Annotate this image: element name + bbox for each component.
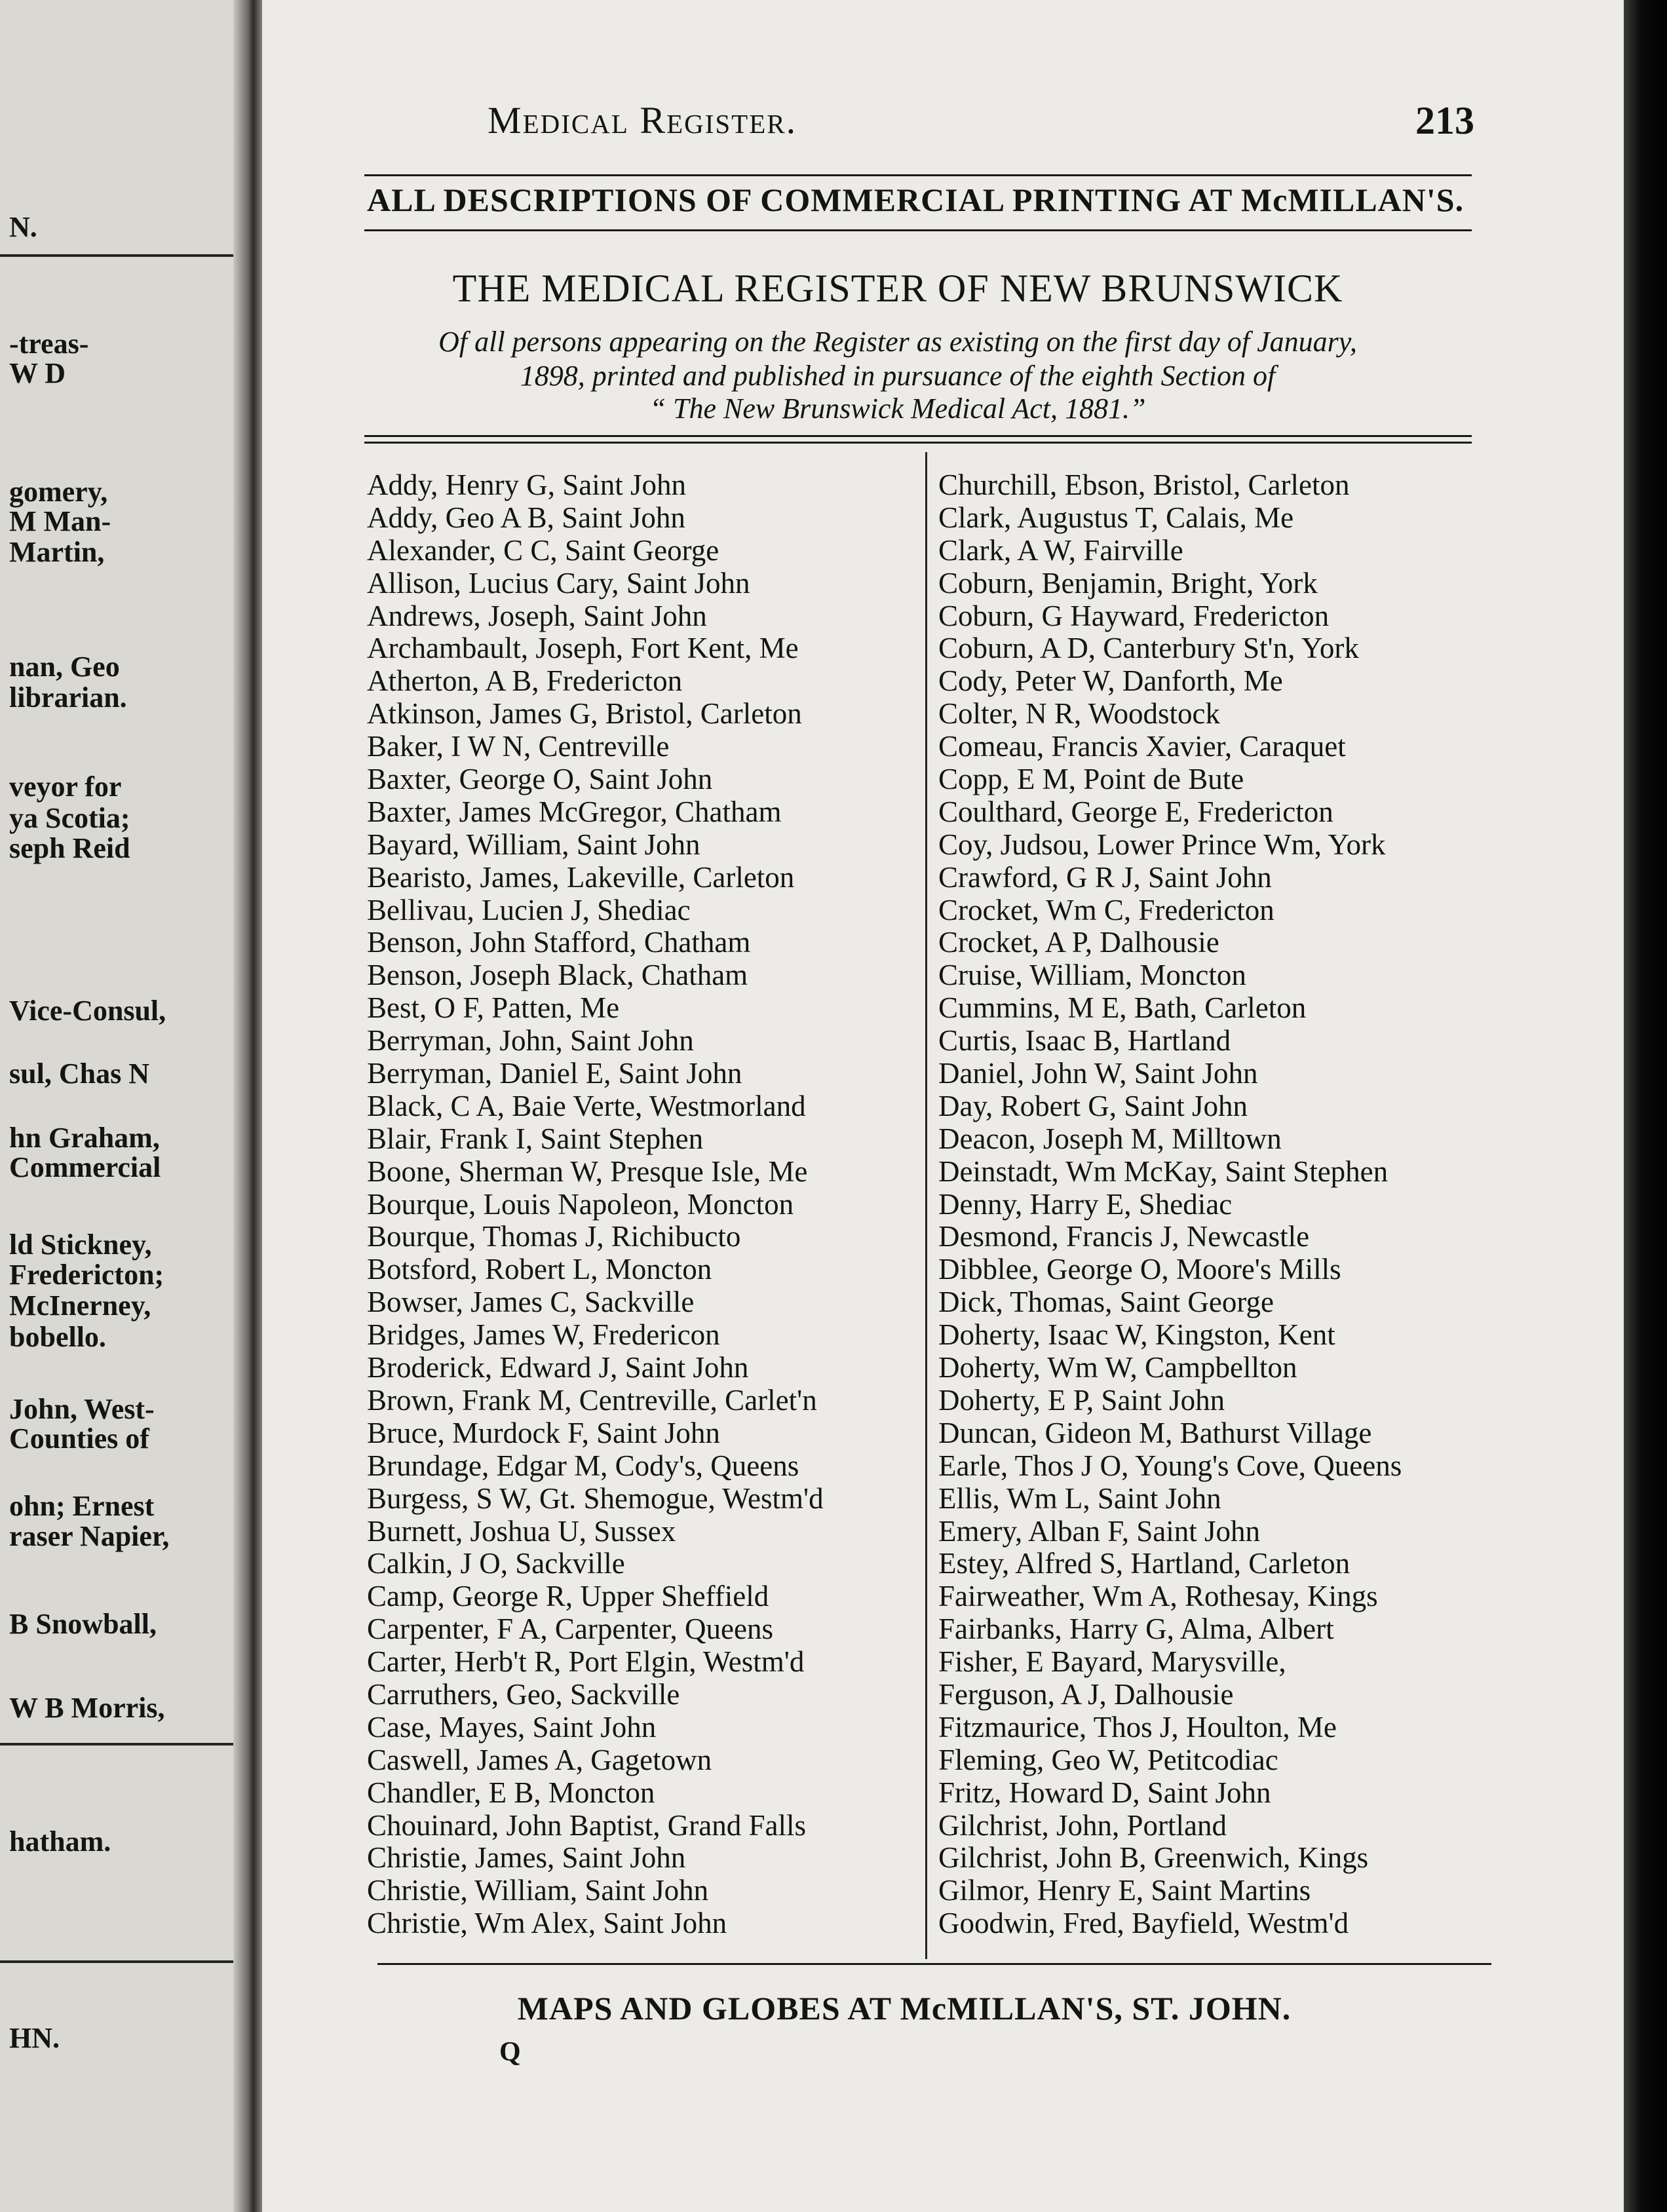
- register-entry: Dick, Thomas, Saint George: [938, 1286, 1274, 1319]
- register-entry: Deinstadt, Wm McKay, Saint Stephen: [938, 1154, 1389, 1188]
- register-entry: Brundage, Edgar M, Cody's, Queens: [367, 1449, 799, 1482]
- register-entry: Atkinson, James G, Bristol, Carleton: [367, 697, 802, 731]
- register-entry: Earle, Thos J O, Young's Cove, Queens: [938, 1449, 1402, 1482]
- register-entry: Cruise, William, Moncton: [938, 959, 1246, 992]
- register-entry: Colter, N R, Woodstock: [938, 697, 1220, 731]
- register-entry: Blair, Frank I, Saint Stephen: [367, 1122, 704, 1155]
- register-entry: Berryman, Daniel E, Saint John: [367, 1057, 742, 1090]
- register-entry: Fisher, E Bayard, Marysville,: [938, 1645, 1286, 1679]
- register-entry: Caswell, James A, Gagetown: [367, 1743, 712, 1776]
- footer-rule: [377, 1963, 1491, 1965]
- facing-page-line: librarian.: [9, 681, 127, 714]
- facing-page-line: ohn; Ernest: [9, 1490, 155, 1522]
- bottom-banner: MAPS AND GLOBES AT McMILLAN'S, ST. JOHN.: [517, 1990, 1292, 2027]
- register-entry: Carter, Herb't R, Port Elgin, Westm'd: [367, 1645, 805, 1679]
- register-entry: Curtis, Isaac B, Hartland: [938, 1024, 1231, 1058]
- register-entry: Coy, Judsou, Lower Prince Wm, York: [938, 828, 1386, 861]
- register-entry: Dibblee, George O, Moore's Mills: [938, 1253, 1341, 1286]
- facing-page-rule: [0, 1960, 236, 1963]
- register-entry: Andrews, Joseph, Saint John: [367, 599, 707, 632]
- register-entry: Bourque, Thomas J, Richibucto: [367, 1220, 741, 1253]
- register-entry: Clark, A W, Fairville: [938, 533, 1183, 567]
- register-entry: Coburn, G Hayward, Fredericton: [938, 599, 1330, 632]
- register-entry: Coburn, A D, Canterbury St'n, York: [938, 632, 1359, 665]
- signature-mark: Q: [499, 2037, 521, 2067]
- register-entry: Christie, Wm Alex, Saint John: [367, 1907, 727, 1940]
- register-entry: Coburn, Benjamin, Bright, York: [938, 566, 1318, 600]
- facing-page-line: sul, Chas N: [9, 1058, 149, 1090]
- facing-page-line: hn Graham,: [9, 1122, 160, 1154]
- register-entry: Goodwin, Fred, Bayfield, Westm'd: [938, 1907, 1349, 1940]
- facing-page-line: W D: [9, 357, 66, 389]
- register-entry: Berryman, John, Saint John: [367, 1024, 694, 1058]
- facing-page-fragment: [0, 0, 244, 2212]
- header-rule: [364, 174, 1472, 176]
- facing-page-line: Commercial: [9, 1151, 161, 1183]
- facing-page-line: McInerney,: [9, 1289, 151, 1322]
- facing-page-line: hatham.: [9, 1825, 111, 1858]
- register-entry: Fleming, Geo W, Petitcodiac: [938, 1743, 1278, 1776]
- facing-page-line: ld Stickney,: [9, 1229, 152, 1261]
- facing-page-line: gomery,: [9, 476, 108, 508]
- register-entry: Bayard, William, Saint John: [367, 828, 700, 861]
- facing-page-line: bobello.: [9, 1321, 106, 1353]
- register-entry: Bellivau, Lucien J, Shediac: [367, 893, 691, 926]
- register-entry: Doherty, Isaac W, Kingston, Kent: [938, 1318, 1335, 1352]
- register-entry: Deacon, Joseph M, Milltown: [938, 1122, 1282, 1155]
- register-entry: Chandler, E B, Moncton: [367, 1776, 655, 1809]
- register-entry: Best, O F, Patten, Me: [367, 991, 620, 1025]
- facing-page-line: N.: [9, 211, 37, 243]
- register-entry: Addy, Henry G, Saint John: [367, 468, 687, 501]
- register-entry: Addy, Geo A B, Saint John: [367, 501, 685, 534]
- facing-page-rule: [0, 254, 236, 257]
- register-entry: Botsford, Robert L, Moncton: [367, 1253, 712, 1286]
- register-entry: Brown, Frank M, Centreville, Carlet'n: [367, 1383, 817, 1417]
- register-entry: Boone, Sherman W, Presque Isle, Me: [367, 1154, 808, 1188]
- register-entry: Fairbanks, Harry G, Alma, Albert: [938, 1612, 1334, 1646]
- register-entry: Crawford, G R J, Saint John: [938, 860, 1272, 894]
- register-entry: Copp, E M, Point de Bute: [938, 763, 1244, 796]
- top-banner: ALL DESCRIPTIONS OF COMMERCIAL PRINTING AT McMILLAN'S.: [367, 181, 1465, 218]
- facing-page-line: nan, Geo: [9, 651, 120, 683]
- register-entry: Carruthers, Geo, Sackville: [367, 1677, 680, 1711]
- register-entry: Clark, Augustus T, Calais, Me: [938, 501, 1294, 534]
- register-entry: Daniel, John W, Saint John: [938, 1057, 1258, 1090]
- subtitle-line-3: “ The New Brunswick Medical Act, 1881.”: [649, 392, 1146, 425]
- register-entry: Fritz, Howard D, Saint John: [938, 1776, 1271, 1809]
- register-entry: Archambault, Joseph, Fort Kent, Me: [367, 632, 799, 665]
- page-number: 213: [1415, 99, 1474, 142]
- register-entry: Comeau, Francis Xavier, Caraquet: [938, 730, 1346, 763]
- facing-page-line: HN.: [9, 2022, 60, 2054]
- facing-page-line: Vice-Consul,: [9, 995, 166, 1027]
- register-entry: Benson, Joseph Black, Chatham: [367, 959, 748, 992]
- facing-page-rule: [0, 1743, 236, 1745]
- register-entry: Crocket, A P, Dalhousie: [938, 926, 1219, 959]
- register-entry: Burnett, Joshua U, Sussex: [367, 1514, 676, 1548]
- register-entry: Bruce, Murdock F, Saint John: [367, 1416, 720, 1449]
- facing-page-line: Counties of: [9, 1422, 149, 1455]
- facing-page-line: -treas-: [9, 328, 89, 360]
- register-entry: Camp, George R, Upper Sheffield: [367, 1580, 769, 1613]
- register-entry: Benson, John Stafford, Chatham: [367, 926, 751, 959]
- register-entry: Coulthard, George E, Fredericton: [938, 795, 1333, 828]
- facing-page-line: John, West-: [9, 1393, 155, 1425]
- register-entry: Alexander, C C, Saint George: [367, 533, 719, 567]
- subtitle-line-1: Of all persons appearing on the Register as existing on the first day of January,: [438, 326, 1357, 358]
- facing-page-line: W B Morris,: [9, 1692, 165, 1724]
- register-entry: Fitzmaurice, Thos J, Houlton, Me: [938, 1710, 1337, 1744]
- register-entry: Estey, Alfred S, Hartland, Carleton: [938, 1547, 1351, 1580]
- register-entry: Denny, Harry E, Shediac: [938, 1187, 1233, 1221]
- facing-page-line: Martin,: [9, 536, 105, 568]
- register-entry: Allison, Lucius Cary, Saint John: [367, 566, 750, 600]
- facing-page-line: Fredericton;: [9, 1259, 164, 1291]
- register-entry: Emery, Alban F, Saint John: [938, 1514, 1260, 1548]
- register-entry: Cummins, M E, Bath, Carleton: [938, 991, 1307, 1025]
- register-entry: Bowser, James C, Sackville: [367, 1286, 695, 1319]
- register-entry: Baker, I W N, Centreville: [367, 730, 670, 763]
- register-entry: Gilmor, Henry E, Saint Martins: [938, 1874, 1311, 1907]
- register-entry: Day, Robert G, Saint John: [938, 1089, 1248, 1122]
- register-title: THE MEDICAL REGISTER OF NEW BRUNSWICK: [452, 267, 1343, 310]
- facing-page-line: ya Scotia;: [9, 802, 130, 834]
- register-entry: Calkin, J O, Sackville: [367, 1547, 625, 1580]
- register-entry: Duncan, Gideon M, Bathurst Village: [938, 1416, 1372, 1449]
- register-entry: Gilchrist, John, Portland: [938, 1808, 1227, 1842]
- register-entry: Ferguson, A J, Dalhousie: [938, 1677, 1234, 1711]
- register-entry: Christie, William, Saint John: [367, 1874, 709, 1907]
- register-entry: Crocket, Wm C, Fredericton: [938, 893, 1274, 926]
- register-entry: Ellis, Wm L, Saint John: [938, 1481, 1221, 1515]
- facing-page-line: raser Napier,: [9, 1520, 170, 1552]
- facing-page-line: B Snowball,: [9, 1608, 157, 1640]
- register-entry: Desmond, Francis J, Newcastle: [938, 1220, 1310, 1253]
- subtitle-rule-bottom: [364, 442, 1472, 444]
- register-entry: Case, Mayes, Saint John: [367, 1710, 657, 1744]
- register-entry: Churchill, Ebson, Bristol, Carleton: [938, 468, 1350, 501]
- register-entry: Atherton, A B, Fredericton: [367, 664, 683, 698]
- register-entry: Baxter, George O, Saint John: [367, 763, 713, 796]
- facing-page-line: veyor for: [9, 771, 122, 803]
- register-entry: Black, C A, Baie Verte, Westmorland: [367, 1089, 806, 1122]
- page-edge-shadow: [1624, 0, 1667, 2212]
- entries-right-column: [938, 469, 1402, 1940]
- subtitle-rule-top: [364, 435, 1472, 437]
- entries-left-column: [367, 469, 824, 1940]
- register-entry: Burgess, S W, Gt. Shemogue, Westm'd: [367, 1481, 824, 1515]
- register-entry: Bridges, James W, Fredericon: [367, 1318, 720, 1352]
- register-entry: Christie, James, Saint John: [367, 1841, 686, 1875]
- register-entry: Baxter, James McGregor, Chatham: [367, 795, 782, 828]
- facing-page-line: M Man-: [9, 505, 111, 537]
- column-divider: [925, 452, 927, 1959]
- register-entry: Bearisto, James, Lakeville, Carleton: [367, 860, 795, 894]
- register-entry: Fairweather, Wm A, Rothesay, Kings: [938, 1580, 1378, 1613]
- register-entry: Doherty, E P, Saint John: [938, 1383, 1225, 1417]
- facing-page-line: seph Reid: [9, 832, 130, 864]
- subtitle-line-2: 1898, printed and published in pursuance of the eighth Section of: [520, 360, 1276, 392]
- register-entry: Doherty, Wm W, Campbellton: [938, 1351, 1297, 1384]
- register-entry: Bourque, Louis Napoleon, Moncton: [367, 1187, 794, 1221]
- register-entry: Gilchrist, John B, Greenwich, Kings: [938, 1841, 1369, 1875]
- register-entry: Chouinard, John Baptist, Grand Falls: [367, 1808, 806, 1842]
- register-entry: Carpenter, F A, Carpenter, Queens: [367, 1612, 773, 1646]
- register-entry: Broderick, Edward J, Saint John: [367, 1351, 749, 1384]
- banner-rule: [364, 229, 1472, 231]
- running-head: Medical Register.: [488, 99, 797, 142]
- register-entry: Cody, Peter W, Danforth, Me: [938, 664, 1283, 698]
